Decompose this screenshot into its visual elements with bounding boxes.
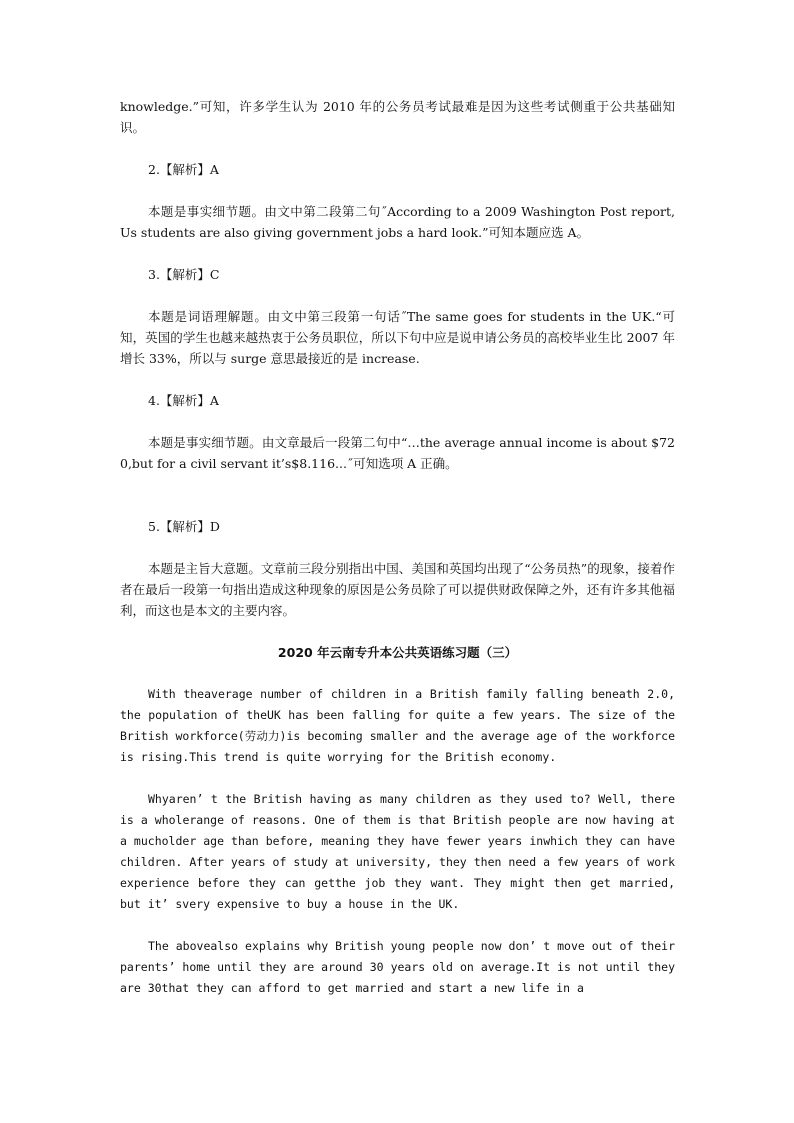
- exercise-paragraph-3: The abovealso explains why British young people now don’ t move out of their parents’ home until they are around 30 years old on average.It is not until they are 30that they can afford to get married and start a new life in a: [120, 939, 675, 995]
- exercise-paragraph-1: With theaverage number of children in a British family falling beneath 2.0, the population of theUK has been falling for quite a few years. The size of the British workforce(劳动力)is becoming smaller and the average age of the workforce is rising.This trend is quite worrying for the British economy.: [120, 687, 675, 764]
- answer-label-4: 4.【解析】A: [148, 393, 219, 408]
- document-page: [120, 96, 675, 999]
- exercise-title: 2020 年云南专升本公共英语练习题（三）: [277, 645, 518, 660]
- answer-label-3: 3.【解析】C: [148, 267, 220, 282]
- analysis-paragraph-5: 本题是主旨大意题。文章前三段分别指出中国、美国和英国均出现了“公务员热”的现象，接着作者在最后一段第一句指出造成这种现象的原因是公务员除了可以提供财政保障之外，还有许多其他福利，而这也是本文的主要内容。: [120, 561, 675, 618]
- analysis-paragraph-2: 本题是事实细节题。由文中第二段第二句˝According to a 2009 Washington Post report,Us students are also giving government jobs a hard look.”可知本题应选 A。: [120, 204, 675, 240]
- exercise-paragraph-2: Whyaren’ t the British having as many children as they used to? Well, there is a wholerange of reasons. One of them is that British people are now having at a mucholder age than before, meaning they have fewer years inwhich they can have children. After years of study at university, they then need a few years of work experience before they can getthe job they want. They might then get married, but it’ svery expensive to buy a house in the UK.: [120, 792, 675, 911]
- answer-label-2: 2.【解析】A: [148, 162, 219, 177]
- answer-label-5: 5.【解析】D: [148, 519, 220, 534]
- analysis-paragraph-3: 本题是词语理解题。由文中第三段第一句话˝The same goes for students in the UK.“可知，英国的学生也越来越热衷于公务员职位，所以下句中应是说申请公务员的高校毕业生比 2007 年增长 33%，所以与 surge 意思最接近的是 increase.: [120, 309, 675, 366]
- analysis-paragraph-4: 本题是事实细节题。由文章最后一段第二句中“…the average annual income is about $720,but for a civil servant it’s$8.116...˝可知选项 A 正确。: [120, 435, 675, 471]
- analysis-intro-continued: knowledge.”可知，许多学生认为 2010 年的公务员考试最难是因为这些考试侧重于公共基础知识。: [120, 99, 675, 135]
